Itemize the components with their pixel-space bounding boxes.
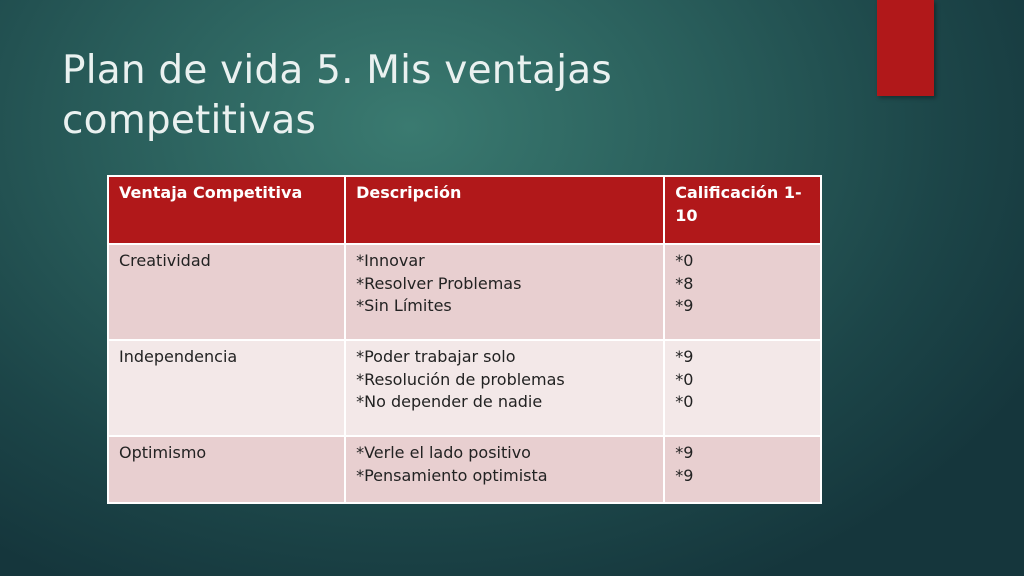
slide-title: Plan de vida 5. Mis ventajas competitivas	[62, 48, 612, 143]
competitive-advantages-table	[107, 175, 822, 504]
cell-calificacion	[664, 436, 821, 503]
table-row	[108, 244, 821, 340]
description-line: *Innovar	[356, 251, 425, 270]
description-line: *No depender de nadie	[356, 392, 543, 411]
rating-line: *0	[675, 369, 694, 389]
description-line: *Resolver Problemas	[356, 273, 522, 293]
rating-line: *9	[675, 347, 694, 366]
cell-descripcion	[345, 340, 664, 436]
cell-calificacion	[664, 340, 821, 436]
description-line: *Sin Límites	[356, 296, 452, 315]
accent-bar	[877, 0, 934, 96]
table-header-row	[108, 176, 821, 244]
table-row	[108, 340, 821, 436]
description-line: *Poder trabajar solo	[356, 347, 516, 366]
rating-line: *9	[675, 465, 694, 485]
cell-calificacion	[664, 244, 821, 340]
table-row	[108, 436, 821, 503]
cell-descripcion	[345, 244, 664, 340]
description-line: *Pensamiento optimista	[356, 465, 548, 485]
cell-ventaja: Creatividad	[108, 244, 345, 340]
header-descripcion: Descripción	[345, 176, 664, 244]
description-line: *Resolución de problemas	[356, 369, 565, 389]
rating-line: *9	[675, 296, 694, 315]
cell-ventaja: Optimismo	[108, 436, 345, 503]
rating-line: *8	[675, 273, 694, 293]
header-calificacion: Calificación 1-10	[664, 176, 821, 244]
cell-ventaja: Independencia	[108, 340, 345, 436]
description-line: *Verle el lado positivo	[356, 443, 531, 462]
rating-line: *9	[675, 443, 694, 462]
cell-descripcion	[345, 436, 664, 503]
header-ventaja: Ventaja Competitiva	[108, 176, 345, 244]
rating-line: *0	[675, 251, 694, 270]
rating-line: *0	[675, 392, 694, 411]
